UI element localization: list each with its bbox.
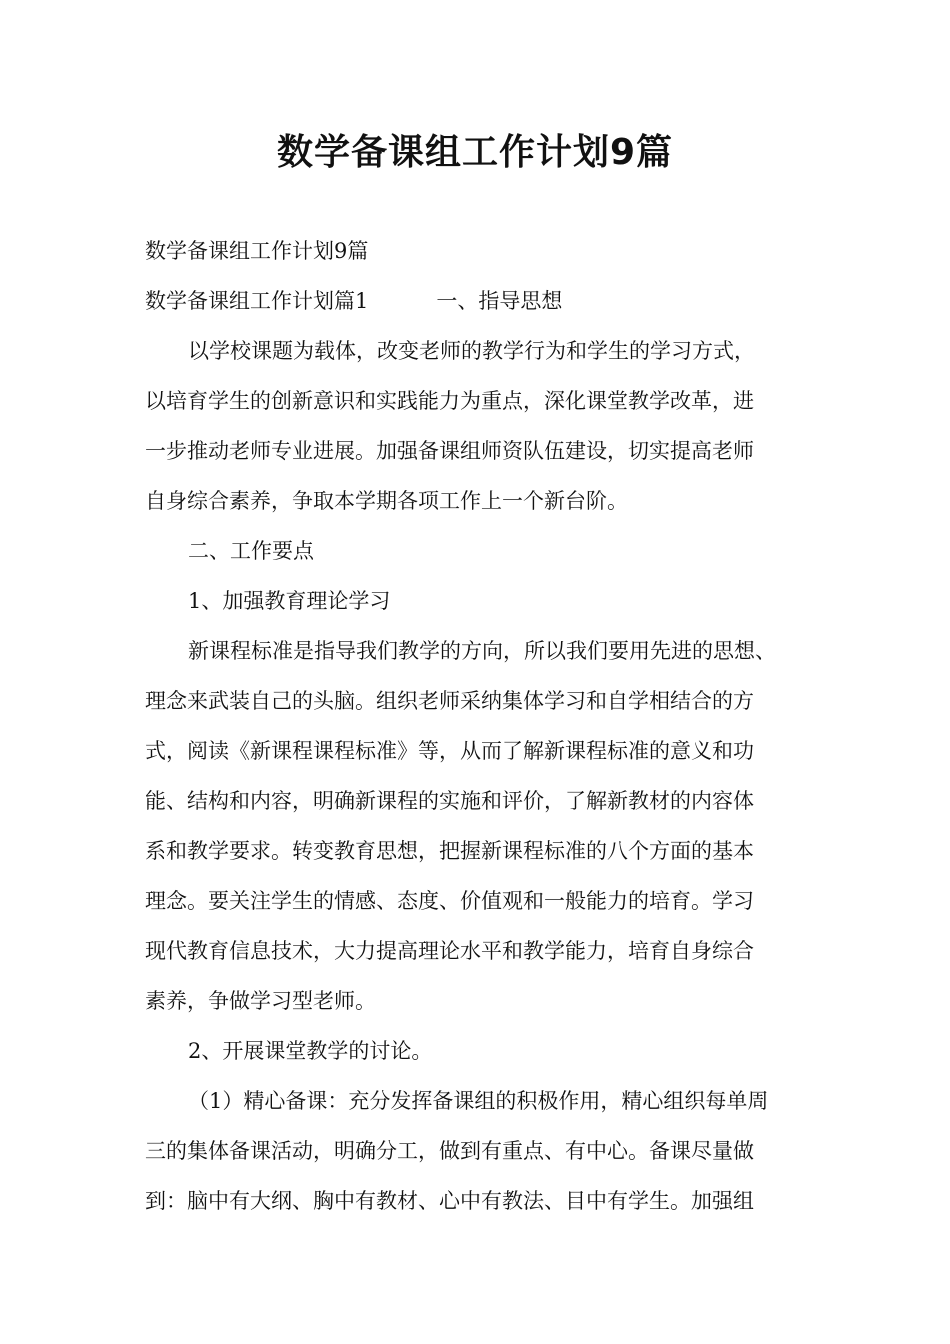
heading-line: 二、工作要点: [188, 539, 314, 563]
paragraph-line: 式，阅读《新课程课程标准》等，从而了解新课程标准的意义和功: [145, 739, 754, 763]
section-heading-line: [145, 286, 562, 316]
paragraph-line: 到：脑中有大纲、胸中有教材、心中有教法、目中有学生。加强组: [145, 1189, 754, 1213]
paragraph-line: 现代教育信息技术，大力提高理论水平和教学能力，培育自身综合: [145, 939, 754, 963]
paragraph-line: 以培育学生的创新意识和实践能力为重点，深化课堂教学改革，进: [145, 389, 754, 413]
paragraph-line: 新课程标准是指导我们教学的方向，所以我们要用先进的思想、: [188, 639, 776, 663]
document-subtitle: 数学备课组工作计划9篇: [145, 239, 369, 263]
heading-line: 1、加强教育理论学习: [188, 589, 391, 613]
heading-line: 2、开展课堂教学的讨论。: [188, 1039, 433, 1063]
paragraph-line: 理念。要关注学生的情感、态度、价值观和一般能力的培育。学习: [145, 889, 754, 913]
paragraph-line: 自身综合素养，争取本学期各项工作上一个新台阶。: [145, 489, 628, 513]
section-heading: 一、指导思想: [436, 289, 563, 313]
paragraph-line: 一步推动老师专业进展。加强备课组师资队伍建设，切实提高老师: [145, 439, 754, 463]
paragraph-line: 以学校课题为载体，改变老师的教学行为和学生的学习方式，: [188, 339, 755, 363]
paragraph-line: （1）精心备课：充分发挥备课组的积极作用，精心组织每单周: [188, 1089, 769, 1113]
paragraph-line: 系和教学要求。转变教育思想，把握新课程标准的八个方面的基本: [145, 839, 754, 863]
paragraph-line: 能、结构和内容，明确新课程的实施和评价，了解新教材的内容体: [145, 789, 754, 813]
paragraph-line: 理念来武装自己的头脑。组织老师采纳集体学习和自学相结合的方: [145, 689, 754, 713]
section-title: 数学备课组工作计划篇1: [145, 289, 369, 313]
paragraph-line: 三的集体备课活动，明确分工，做到有重点、有中心。备课尽量做: [145, 1139, 754, 1163]
document-title: 数学备课组工作计划9篇: [276, 132, 674, 173]
paragraph-line: 素养，争做学习型老师。: [145, 989, 376, 1013]
